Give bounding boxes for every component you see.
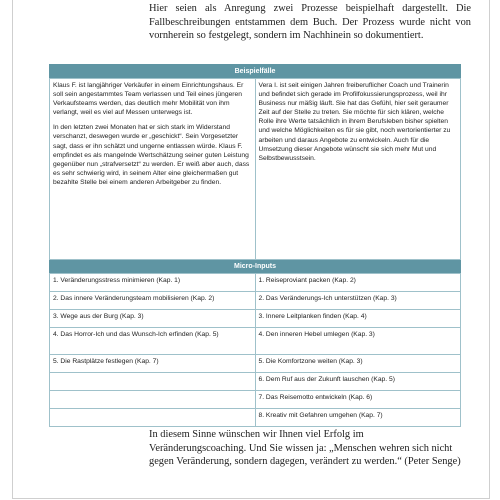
micro-right-3: 3. Innere Leitplanken finden (Kap. 4) xyxy=(255,310,461,328)
case-vera xyxy=(255,79,461,260)
micro-left-2: 2. Das innere Veränderungsteam mobilisieren (Kap. 2) xyxy=(50,292,256,310)
micro-left-7 xyxy=(50,391,256,409)
micro-left-3: 3. Wege aus der Burg (Kap. 3) xyxy=(50,310,256,328)
micro-right-5: 5. Die Komfortzone weiten (Kap. 3) xyxy=(255,355,461,373)
closing-paragraph: In diesem Sinne wünschen wir Ihnen viel Erfolg im Veränderungscoaching. Und Sie wissen ja: „Menschen wehren sich nicht gegen Veränderung, sondern dagegen, verändert zu werden.“ (Peter Senge) xyxy=(149,429,461,468)
micro-right-8: 8. Kreativ mit Gefahren umgehen (Kap. 7) xyxy=(255,409,461,427)
micro-right-4: 4. Den inneren Hebel umlegen (Kap. 3) xyxy=(255,328,461,355)
case-vera-text: Vera I. ist seit einigen Jahren freiberuflicher Coach und Trainerin und befindet sich gerade im Profilfokussierungsprozess, weil ihr Business nur mäßig läuft. Sie hat das Gefühl, hier seit geraumer Zeit auf der Stelle zu treten. Sie möchte für sich klären, welche Rolle ihre Werte tatsächlich in ihrem Berufsleben bisher spielten und welche Möglichkeiten es für sie gibt, noch wertorientierter zu arbeiten und daraus Angebote zu entwickeln. Auch für die Umsetzung dieser Angebote wünscht sie sich mehr Mut und Selbstbewusstsein. xyxy=(258,82,451,162)
examples-header: Beispielfälle xyxy=(50,65,461,79)
micro-left-5: 5. Die Rastplätze festlegen (Kap. 7) xyxy=(50,355,256,373)
micro-right-1: 1. Reiseproviant packen (Kap. 2) xyxy=(255,274,461,292)
case-klaus-p1: Klaus F. ist langjähriger Verkäufer in einem Einrichtungshaus. Er soll sein angestammtes Team verlassen und Teil eines jüngeren Verkaufsteams werden, das deutlich mehr Mobilität von ihm verlangt, weil es viel auf Messen unterwegs ist. xyxy=(53,82,244,117)
micro-right-2: 2. Das Veränderungs-Ich unterstützen (Kap. 3) xyxy=(255,292,461,310)
intro-paragraph: Hier seien als Anregung zwei Prozesse beispielhaft dargestellt. Die Fallbeschreibungen entstammen dem Buch. Der Prozess wurde nicht von vornherein so festgelegt, sondern im Nachhinein so dokumentiert. xyxy=(149,3,471,42)
micro-inputs-header: Micro-Inputs xyxy=(50,260,461,274)
micro-left-1: 1. Veränderungsstress minimieren (Kap. 1) xyxy=(50,274,256,292)
micro-right-7: 7. Das Reisemotto entwickeln (Kap. 6) xyxy=(255,391,461,409)
micro-right-6: 6. Dem Ruf aus der Zukunft lauschen (Kap. 5) xyxy=(255,373,461,391)
process-table xyxy=(49,64,461,427)
micro-left-6 xyxy=(50,373,256,391)
micro-left-4: 4. Das Horror-Ich und das Wunsch-Ich erfinden (Kap. 5) xyxy=(50,328,256,355)
micro-left-8 xyxy=(50,409,256,427)
book-page xyxy=(12,0,490,499)
case-klaus xyxy=(50,79,256,260)
case-klaus-p2: In den letzten zwei Monaten hat er sich stark im Widerstand verschanzt, deswegen wurde er „geschickt“. Sein Vorgesetzter sagt, dass er ihn schätzt und ungerne entlassen würde. Klaus F. empfindet es als mangelnde Wertschätzung seiner guten Leistung gegenüber nun „strafversetzt“ zu werden. Er weiß aber auch, dass es sehr schwierig wird, in seinem Alter eine gleichermaßen gut bezahlte Stelle bei einem anderen Arbeitgeber zu finden. xyxy=(53,124,250,186)
